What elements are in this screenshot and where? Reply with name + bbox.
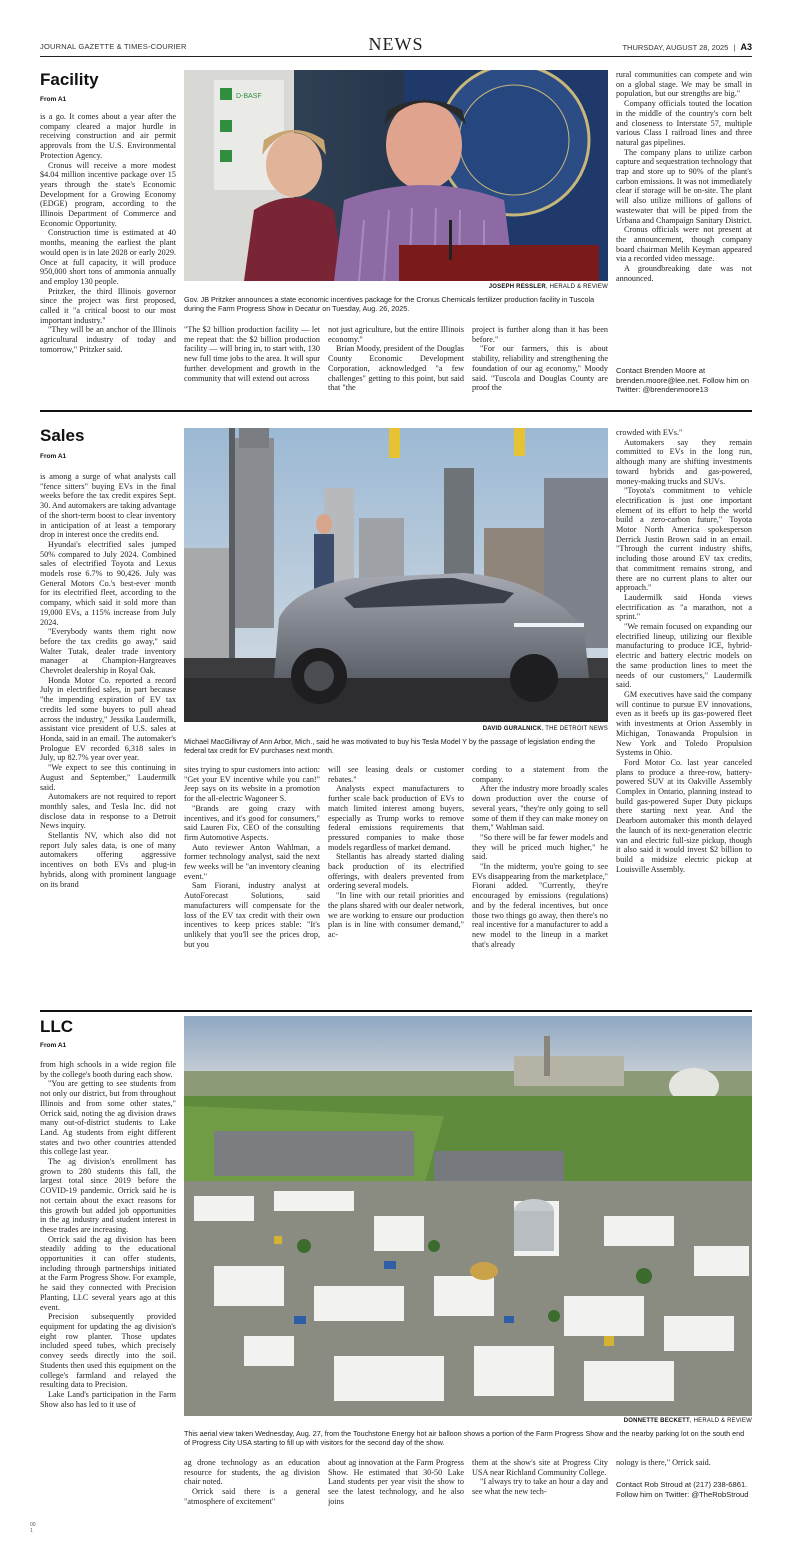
paragraph: "We expect to see this continuing in August and September," Laudermilk said.: [40, 763, 176, 792]
section-title: NEWS: [368, 34, 424, 54]
separator: |: [733, 43, 736, 52]
llc-photo-credit: [184, 1418, 752, 1424]
sales-column-5: [616, 428, 752, 1006]
llc-headline: LLC: [40, 1017, 74, 1036]
paragraph: Laudermilk said Honda views electrification as "a marathon, not a sprint.": [616, 592, 752, 622]
paragraph: from high schools in a wide region file by the college's booth during each show.: [40, 1060, 176, 1079]
paragraph: about ag innovation at the Farm Progress Show. He estimated that 30-50 Lake Land students per year visit the show to see the latest technology, and he also joins: [328, 1458, 464, 1506]
paragraph: "Toyota's commitment to vehicle electrification is just one important element of its effort to help the world build a zero-carbon future," Toyota Motor North America spokesperson Derrick Justin Brown said in an email. "Through the current industry shifts, including those around EV tax credits, that commitment remains strong, and there are no current plans to alter our approach.": [616, 486, 752, 593]
facility-photo-illustration: [184, 70, 608, 281]
sales-column-1: [40, 472, 176, 1006]
llc-contact: Contact Rob Stroud at (217) 238-6861. Follow him on Twitter: @TheRobStroud: [616, 1480, 749, 1499]
credit-org: , THE DETROIT NEWS: [541, 726, 608, 732]
margin-mark: 00 1: [30, 1522, 36, 1534]
credit-org: , HERALD & REVIEW: [689, 1418, 752, 1424]
paragraph: is among a surge of what analysts call "fence sitters" buying EVs in the final weeks before the tax credit expires Sept. 30. And automakers are taking advantage of the short-term boost to clear inventory in anticipation of at least a temporary drop in interest once the credits end.: [40, 472, 176, 540]
paragraph: Cronus will receive a more modest $4.04 million incentive package over 15 years through the state's Economic Development for a Growing Economy (EDGE) program, according to the Illinois Department of Commerce and Economic Opportunity.: [40, 160, 176, 228]
llc-column-5: [616, 1458, 752, 1478]
facility-column-4: [472, 325, 608, 401]
sales-photo-illustration: [184, 428, 608, 722]
paragraph: cording to a statement from the company.: [472, 765, 608, 784]
paragraph: Cronus officials were not present at the announcement, though company board chairman Melih Keyman appeared via a recorded video message.: [616, 225, 752, 264]
facility-column-1: [40, 112, 176, 400]
paragraph: ag drone technology as an education resource for students, the ag division chair noted.: [184, 1458, 320, 1487]
paragraph: Company officials touted the location in the middle of the country's corn belt and closeness to Interstate 57, multiple various Class I railroad lines and three natural gas pipelines.: [616, 99, 752, 147]
paragraph: will see leasing deals or customer rebates.": [328, 765, 464, 784]
page-number: A3: [740, 42, 752, 52]
llc-jump: From A1: [40, 1042, 67, 1049]
sales-photo-credit: [184, 726, 608, 732]
sales-column-2: [184, 765, 320, 1005]
paragraph: Hyundai's electrified sales jumped 50% compared to July 2024. Combined sales of electrified Toyota and Lexus models rose 6.7% to 90,426. July was General Motors Co.'s best-ever month for its electrified fleet, according to the company, which said it sold more than 19,000 EVs, a 115% increase from July 2024.: [40, 539, 176, 627]
banner-text: D-BASF: [236, 93, 262, 100]
date-page: [622, 42, 752, 52]
header-rule: [40, 56, 752, 57]
paragraph: After the industry more broadly scales down production over the course of several years, "they're only going to sell some of them if they can make money on them," Wahlman said.: [472, 784, 608, 833]
llc-column-3: [328, 1458, 464, 1538]
paragraph: "They will be an anchor of the Illinois agricultural industry of today and tomorrow," Pritzker said.: [40, 325, 176, 354]
paragraph: them at the show's site at Progress City USA near Richland Community College.: [472, 1458, 608, 1477]
facility-column-2: [184, 325, 320, 401]
paragraph: Construction time is estimated at 40 months, meaning the earliest the plant would open is in late 2028 or early 2029. Once at full capacity, it will produce 950,000 short tons of ammonia annually and employ 130 people.: [40, 228, 176, 286]
paragraph: "You are getting to see students from not only our district, but from throughout Illinois and from some other states," Orrick said, noting the ag division draws many out-of-district students to Lake Land. Ag students from eight different states and two other countries attended this college last year.: [40, 1079, 176, 1157]
paragraph: Auto reviewer Anton Wahlman, a former technology analyst, said the next few weeks will be "an inventory cleaning event.": [184, 842, 320, 881]
facility-caption: Gov. JB Pritzker announces a state economic incentives package for the Cronus Chemicals fertilizer production facility in Tuscola during the Farm Progress Show in Decatur on Tuesday, Aug. 26, 2025.: [184, 295, 595, 314]
facility-photo: [184, 70, 608, 281]
llc-column-2: [184, 1458, 320, 1538]
paragraph: Brian Moody, president of the Douglas County Economic Development Corporation, acknowledged "a few challenges" getting to this point, but said that "the: [328, 344, 464, 393]
paragraph: Lake Land's participation in the Farm Show also has led to it use of: [40, 1389, 176, 1409]
paragraph: Pritzker, the third Illinois governor since the project was first proposed, called it "a critical boost to our most important industry.": [40, 286, 176, 325]
sales-caption: Michael MacGillivray of Ann Arbor, Mich., said he was motivated to buy his Tesla Model Y by the passage of legislation ending the federal tax credit for EV purchases next month.: [184, 737, 596, 756]
paragraph: Honda Motor Co. reported a record July in electrified sales, in part because "the impending expiration of EV tax credits led some buyers to pull ahead across the industry," Jessika Laudermilk, assistant vice president of U.S. sales at Honda, said in an email. The automaker's Prologue EV recorded 6,318 sales in July, up 82.7% year over year.: [40, 675, 176, 763]
facility-contact: Contact Brenden Moore at brenden.moore@lee.net. Follow him on Twitter: @brendenmoore13: [616, 366, 750, 394]
facility-photo-credit: [184, 284, 608, 290]
paragraph: Orrick said the ag division has been steadily adding to the educational opportunities it can offer students, including through partnerships initiated at the Farm Progress Show. For example, he said they connected with Precision Planting, LLC several years ago at this event.: [40, 1234, 176, 1312]
paragraph: "I always try to take an hour a day and see what the new tech-: [472, 1477, 608, 1497]
paragraph: Sam Fiorani, industry analyst at AutoForecast Solutions, said manufacturers will compensate for the loss of the EV tax credit with their own incentives to keep prices stable: "It's unlikely that you'll see the prices drop, but you: [184, 881, 320, 949]
section-divider: [40, 410, 752, 412]
paragraph: Orrick said there is a general "atmosphere of excitement": [184, 1487, 320, 1506]
llc-photo-illustration: [184, 1016, 752, 1416]
credit-name: DAVID GURALNICK: [482, 726, 542, 732]
section-divider: [40, 1010, 752, 1012]
paragraph: The ag division's enrollment has grown to 280 students this fall, the largest total since 2019 before the COVID-19 pandemic. Orrick said he is not certain about the exact reasons for this growth but added job opportunities in the ag industry and student interest in these trades are increasing.: [40, 1157, 176, 1234]
facility-column-5: [616, 70, 752, 360]
sales-column-4: [472, 765, 608, 1005]
paper-name: JOURNAL GAZETTE & TIMES-COURIER: [40, 42, 187, 51]
sales-jump: From A1: [40, 453, 67, 460]
paragraph: rural communities can compete and win on a global stage. We may be small in population, but our strengths are big.": [616, 70, 752, 99]
paragraph: not just agriculture, but the entire Illinois economy.": [328, 325, 464, 344]
paragraph: project is further along than it has been before.": [472, 325, 608, 344]
paragraph: Automakers are not required to report monthly sales, and Tesla Inc. did not disclose data in response to a Detroit News inquiry.: [40, 792, 176, 831]
paragraph: Ford Motor Co. last year canceled plans to produce a three-row, battery-powered SUV at its Oakville Assembly Complex in Ontario, planning instead to build gas-powered Super Duty pickups there starting next year. And the Dearborn automaker this month delayed the launch of its next-generation electric van and electric full-size pickup, though it also said it would invest $2 billion to build a midsize electric pickup at Louisville Assembly.: [616, 757, 752, 874]
llc-column-4: [472, 1458, 608, 1538]
credit-name: JOSEPH RESSLER: [488, 284, 546, 290]
credit-org: , HERALD & REVIEW: [545, 284, 608, 290]
paragraph: "In line with our retail priorities and the plans shared with our dealer network, we are working to ensure our production plan is in line with consumer demand," ac-: [328, 891, 464, 939]
paragraph: "So there will be far fewer models and they will be priced much higher," he said.: [472, 832, 608, 862]
paragraph: GM executives have said the company will continue to pursue EV innovations, even as it beefs up its gas-powered fleet with investments at Orion Assembly in Michigan, Tonawanda Propulsion in New York and Toledo Propulsion Systems in Ohio.: [616, 689, 752, 758]
paragraph: sites trying to spur customers into action: "Get your EV incentive while you can!" Jeep says on its website in a promotion for the all-electric Wagoneer S.: [184, 765, 320, 804]
paragraph: "Everybody wants them right now before the tax credits go away," said Walter Tutak, dealer trade inventory manager at Champion-Hargreaves Chevrolet dealership in Royal Oak.: [40, 627, 176, 676]
issue-date: THURSDAY, AUGUST 28, 2025: [622, 43, 729, 52]
paragraph: A groundbreaking date was not announced.: [616, 264, 752, 283]
llc-caption: This aerial view taken Wednesday, Aug. 27, from the Touchstone Energy hot air balloon shows a portion of the Farm Progress Show and the nearby parking lot on the south end of Progress City USA starting to fill up with visitors for the second day of the show.: [184, 1429, 745, 1448]
paragraph: Precision subsequently provided equipment for updating the ag division's eight row planter. Those updates included speed tubes, which precisely convey seeds directly into the soil. Students then used this equipment on the college's farmland and relayed the resulting data to Precision.: [40, 1312, 176, 1390]
paragraph: "For our farmers, this is about stability, reliability and strengthening the foundation of our ag economy," Moody said. "Tuscola and Douglas County are proof the: [472, 344, 608, 393]
paragraph: Stellantis NV, which also did not report July sales data, is one of many automakers offering aggressive incentives on both EVs and plug-in hybrids, along with prominent language on its brand: [40, 831, 176, 889]
facility-column-3: [328, 325, 464, 401]
paragraph: "We remain focused on expanding our electrified lineup, utilizing our flexible manufacturing to produce ICE, hybrid-electric and battery electric models on the same production lines to meet the needs of our customers," Laudermilk said.: [616, 622, 752, 690]
llc-column-1: [40, 1060, 176, 1536]
paragraph: Automakers say they remain committed to EVs in the long run, although many are shifting investments toward hybrids and gas-powered, money-making trucks and SUVs.: [616, 437, 752, 486]
paragraph: "Brands are going crazy with incentives, and it's good for consumers," said Lauren Fix, CEO of the consulting firm Automotive Aspects.: [184, 803, 320, 842]
facility-headline: Facility: [40, 70, 99, 89]
paragraph: "In the midterm, you're going to see EVs disappearing from the marketplace," Fiorani added. "Currently, they're encouraged by emissions (regulations) and by the federal incentives, but once those two things go away, then there's no real incentive for a manufacturer to add a new model to the lineup in a market that's already: [472, 862, 608, 949]
facility-jump: From A1: [40, 96, 67, 103]
paragraph: Stellantis has already started dialing back production of its electrified offerings, with dealers prevented from ordering several models.: [328, 852, 464, 891]
paragraph: Analysts expect manufacturers to further scale back production of EVs to match limited interest among buyers, especially as Trump works to remove federal emissions requirements that pressured companies to make those models regardless of market demand.: [328, 784, 464, 852]
paragraph: crowded with EVs.": [616, 428, 683, 437]
credit-name: DONNETTE BECKETT: [623, 1418, 690, 1424]
paragraph: The company plans to utilize carbon capture and sequestration technology that trap and store up to 90% of the plant's carbon emissions. It was not immediately clear if storage will be on-site. The plant will also utilize millions of gallons of wastewater that will be piped from the Urbana and Champaign Sanitary District.: [616, 147, 752, 225]
llc-photo: [184, 1016, 752, 1416]
paragraph: nology is there," Orrick said.: [616, 1458, 711, 1467]
paragraph: is a go. It comes about a year after the company cleared a major hurdle in receiving construction and air permit approvals from the U.S. Environmental Protection Agency.: [40, 112, 176, 160]
paragraph: "The $2 billion production facility — let me repeat that: the $2 billion production facility — will bring in, to start with, 130 new full time jobs to the area. It will spur further development and growth in the community that will extend out across: [184, 325, 320, 383]
sales-photo: [184, 428, 608, 722]
sales-headline: Sales: [40, 426, 85, 445]
sales-column-3: [328, 765, 464, 1005]
